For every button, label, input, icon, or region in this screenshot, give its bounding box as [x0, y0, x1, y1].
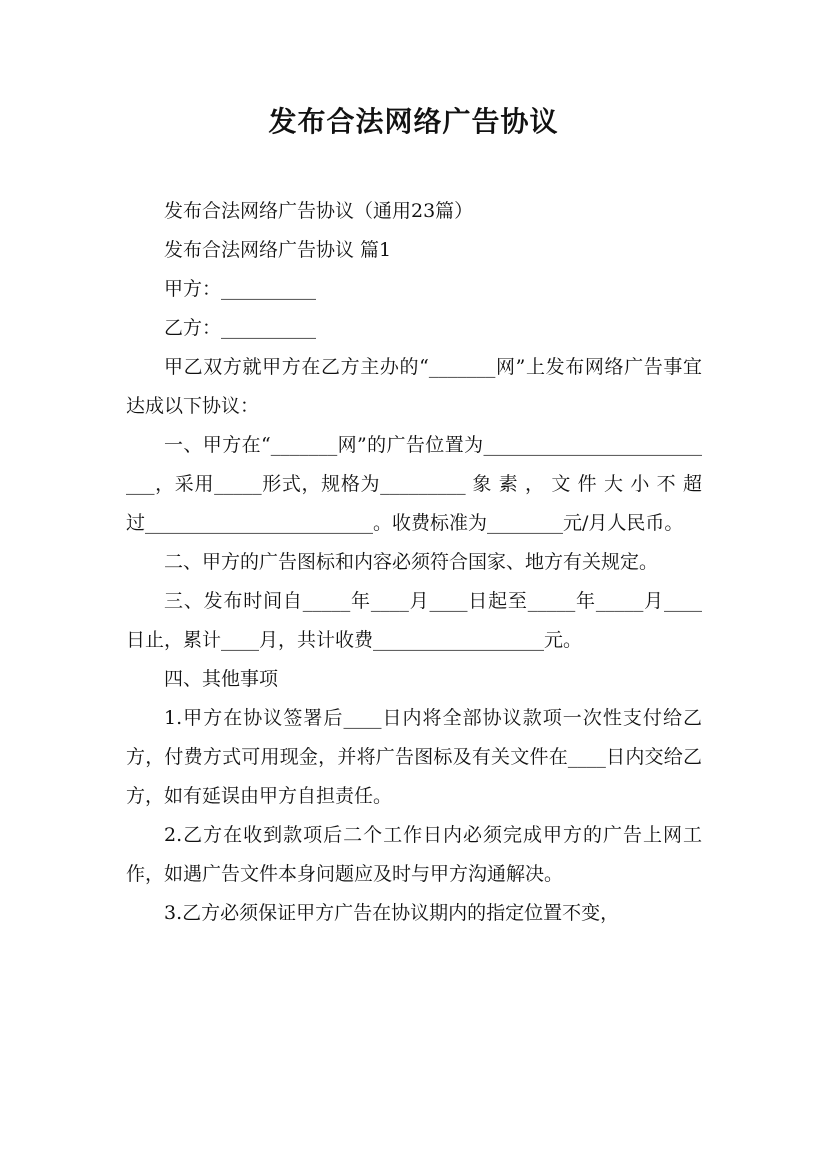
paragraph-clause-1: 一、甲方在“_______网”的广告位置为__________________________，采用_____形式，规格为_________ 象 素 ， 文 件 大 小 不 超 过________________________。收费标准为________元/月人民币。	[126, 434, 702, 534]
paragraph-clause-3: 三、发布时间自_____年____月____日起至_____年_____月____日止，累计____月，共计收费__________________元。	[126, 590, 702, 651]
paragraph-intro: 甲乙双方就甲方在乙方主办的“_______网”上发布网络广告事宜达成以下协议：	[126, 356, 702, 417]
document-body	[126, 192, 702, 933]
document-title: 发布合法网络广告协议	[268, 105, 559, 138]
paragraph-clause-2: 二、甲方的广告图标和内容必须符合国家、地方有关规定。	[164, 551, 659, 573]
paragraph-party-a: 甲方：__________	[164, 278, 317, 300]
paragraph-section-heading: 发布合法网络广告协议 篇1	[164, 239, 392, 261]
paragraph-party-b: 乙方：__________	[164, 317, 317, 339]
paragraph-clause-4-heading: 四、其他事项	[164, 668, 279, 690]
paragraph-item-1: 1.甲方在协议签署后____日内将全部协议款项一次性支付给乙方，付费方式可用现金，并将广告图标及有关文件在____日内交给乙方，如有延误由甲方自担责任。	[126, 707, 702, 807]
paragraph-item-2: 2.乙方在收到款项后二个工作日内必须完成甲方的广告上网工作，如遇广告文件本身问题应及时与甲方沟通解决。	[126, 824, 702, 885]
paragraph-item-3: 3.乙方必须保证甲方广告在协议期内的指定位置不变，	[164, 902, 620, 924]
paragraph-subtitle: 发布合法网络广告协议（通用23篇）	[164, 200, 474, 222]
